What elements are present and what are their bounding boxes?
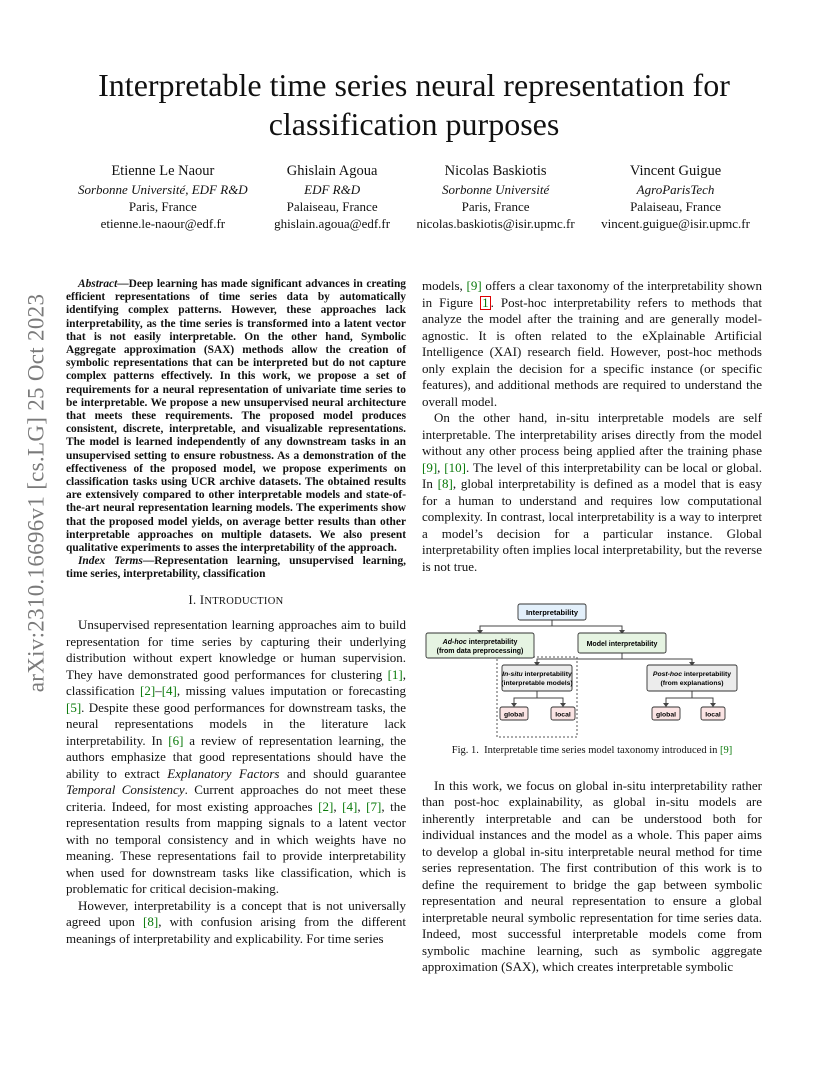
figure-caption: Fig. 1. Interpretable time series model taxonomy introduced in [9] [451,745,733,756]
leaf-in-situ-global [500,707,528,720]
author-name: Ghislain Agoua [286,163,378,179]
abstract-label: Abstract [78,278,118,290]
left-column [66,278,406,947]
author-email[interactable]: ghislain.agoua@edf.fr [274,216,391,231]
right-column [422,278,762,976]
citation[interactable]: [10] [444,459,466,475]
author-name: Nicolas Baskiotis [444,163,547,179]
node-post-hoc [647,665,737,691]
index-terms-text: —Representation learning, unsupervised learning, time series, interpretability, classification [66,555,406,581]
node-ad-hoc [426,633,534,658]
svg-text:In-situ interpretability: In-situ interpretability [502,671,572,678]
author-4 [601,162,750,232]
svg-text:Interpretability: Interpretability [525,608,579,617]
svg-text:local: local [705,711,721,719]
abstract-text: —Deep learning has made significant advances in creating efficient representations of time series data by automatically identifying complex patterns. However, these approaches lack interpretability, as the time series is transformed into a latent vector that is not easily interpretable. On the other hand, Symbolic Aggregate approximation (SAX) methods allow the creation of symbolic representations that can be interpreted but do not capture complex patterns effectively. In this work, we propose a set of requirements for a neural representation of univariate time series to be interpretable. We propose a new unsupervised neural architecture that meets these requirements. The proposed model produces consistent, discrete, interpretable, and visualizable representations. The model is learned independently of any downstream tasks in an unsupervised setting to ensure robustness. As a demonstration of the effectiveness of the proposed model, we propose experiments on classification tasks using UCR archive datasets. The obtained results are extensively compared to other interpretable models and state-of-the-art neural representation learning models. The experiments show that the proposed model yields, on average better results than other interpretable approaches on multiple datasets. We also present qualitative experiments to asses the interpretability of the approach. [66,278,406,555]
author-email[interactable]: nicolas.baskiotis@isir.upmc.fr [416,216,575,231]
right-paragraph-2: On the other hand, in-situ interpretable models are self interpretable. The interpretability arises directly from the model without any other process being applied after the training phase [9], [10]. The level of this interpretability can be local or global. In [8], global interpretability is defined as a model that is easy for a human to understand and requires low computational complexity. In contrast, local interpretability is a way to interpret a model’s decision for a particular instance. Global interpretability often implies local interpretability, but the reverse is not true. [422,410,763,574]
node-model-interpretability [578,633,666,653]
svg-text:Model interpretability: Model interpretability [586,641,658,648]
index-terms-label: Index Terms [78,555,143,568]
right-paragraph-1: models, [9] offers a clear taxonomy of the interpretability shown in Figure 1 . Post-hoc interpretability refers to methods that analyze the model after the training and are generally model-agnostic. It is often related to the eXplainable Artificial Intelligence (XAI) research field. However, post-hoc methods only explain the decision for a specific instance (or specific features), and additional methods are required to understand the overall model. [422,278,762,409]
title-line-1: Interpretable time series neural representation for [98,67,730,103]
node-in-situ [501,665,572,691]
author-2 [274,162,390,232]
title-line-2: classification purposes [268,106,560,142]
author-affiliation: Sorbonne Université [442,182,550,197]
svg-text:global: global [655,711,677,719]
figure-1-taxonomy [422,599,762,739]
citation[interactable]: [2] [318,798,334,814]
citation[interactable]: [9] [466,278,482,293]
author-email[interactable]: etienne.le-naour@edf.fr [100,216,226,231]
author-location: Palaiseau, France [286,199,378,214]
leaf-in-situ-local [551,707,575,720]
node-interpretability [518,604,586,620]
intro-paragraph-2: However, interpretability is a concept that is not universally agreed upon [8], with confusion arising from the different meanings of interpretability and explicability. For time series [66,897,406,946]
citation[interactable]: [4] [342,798,358,814]
figure-reference[interactable]: 1 [482,294,489,310]
citation[interactable]: [1] [387,666,403,682]
paper-title [70,66,758,144]
author-3 [417,162,575,232]
intro-paragraph-1: Unsupervised representation learning approaches aim to build representation for time series by capturing their underlying distribution without expert knowledge or human supervision. They have demonstrated good performances for clustering [1], classification [2]–[4], missing values imputation or forecasting [5]. Despite these good performances for downstream tasks, the neural representations models in the literature lack interpretability. In [6] a review of representation learning, the authors emphasize that good representations should have the ability to extract Explanatory Factors and should guarantee Temporal Consistency. Current approaches do not meet these criteria. Indeed, for most existing approaches [2], [4], [7], the representation results from mapping signals to a latent vector with no temporal consistency and in which weights have no meaning. These representations fail to provide interpretability when used for downstream tasks like classification, which is problematic for critical decision-making. [66,617,407,897]
citation[interactable]: [9] [422,459,438,475]
author-location: Paris, France [128,199,197,214]
author-email[interactable]: vincent.guigue@isir.upmc.fr [601,216,750,231]
index-terms [66,555,406,581]
author-location: Palaiseau, France [630,199,722,214]
author-name: Vincent Guigue [629,163,722,179]
citation[interactable]: [4] [161,683,177,699]
svg-text:Post-hoc interpretability: Post-hoc interpretability [652,671,732,678]
author-affiliation: Sorbonne Université, EDF R&D [78,182,248,197]
leaf-post-hoc-global [652,707,680,720]
citation[interactable]: [7] [366,798,382,814]
author-location: Paris, France [461,199,530,214]
author-affiliation: EDF R&D [304,182,361,197]
author-1 [78,162,248,232]
citation[interactable]: [9] [720,745,733,756]
author-block [78,162,750,232]
author-affiliation: AgroParisTech [636,182,715,197]
svg-text:global: global [503,711,525,719]
svg-text:Ad-hoc interpretability: Ad-hoc interpretability [442,639,518,646]
taxonomy-diagram [422,599,762,739]
svg-text:(from data preprocessing): (from data preprocessing) [436,648,524,655]
right-paragraph-3: In this work, we focus on global in-situ interpretability rather than post-hoc explainability, as global in-situ models are inherently interpretable and can be understood both for individual instances and the model as a whole. This paper aims to develop a global in-situ interpretable neural method for time series representation. The first contribution of this work is to define the requirement to bridge the gap between symbolic representation and neural representation to ensure a global interpretable neural symbolic representation for time series data. Indeed, most successful interpretable models come from symbolic machine learning, such as symbolic aggregate approximation (SAX), which creates interpretable symbolic [422,777,762,974]
arxiv-identifier: arXiv:2310.16696v1 [cs.LG] 25 Oct 2023 [23,293,49,693]
citation[interactable]: [5] [66,699,82,715]
section-heading-introduction: I. INTRODUCTION [188,592,284,607]
author-name: Etienne Le Naour [111,163,215,179]
citation[interactable]: [2] [140,683,156,699]
citation[interactable]: [8] [437,476,453,491]
leaf-post-hoc-local [701,707,725,720]
svg-text:local: local [555,711,571,719]
citation[interactable]: [8] [143,914,159,930]
citation[interactable]: [6] [168,732,184,748]
svg-text:(interpretable models): (interpretable models) [501,680,573,687]
svg-text:(from explanations): (from explanations) [660,680,724,687]
abstract [66,278,406,555]
